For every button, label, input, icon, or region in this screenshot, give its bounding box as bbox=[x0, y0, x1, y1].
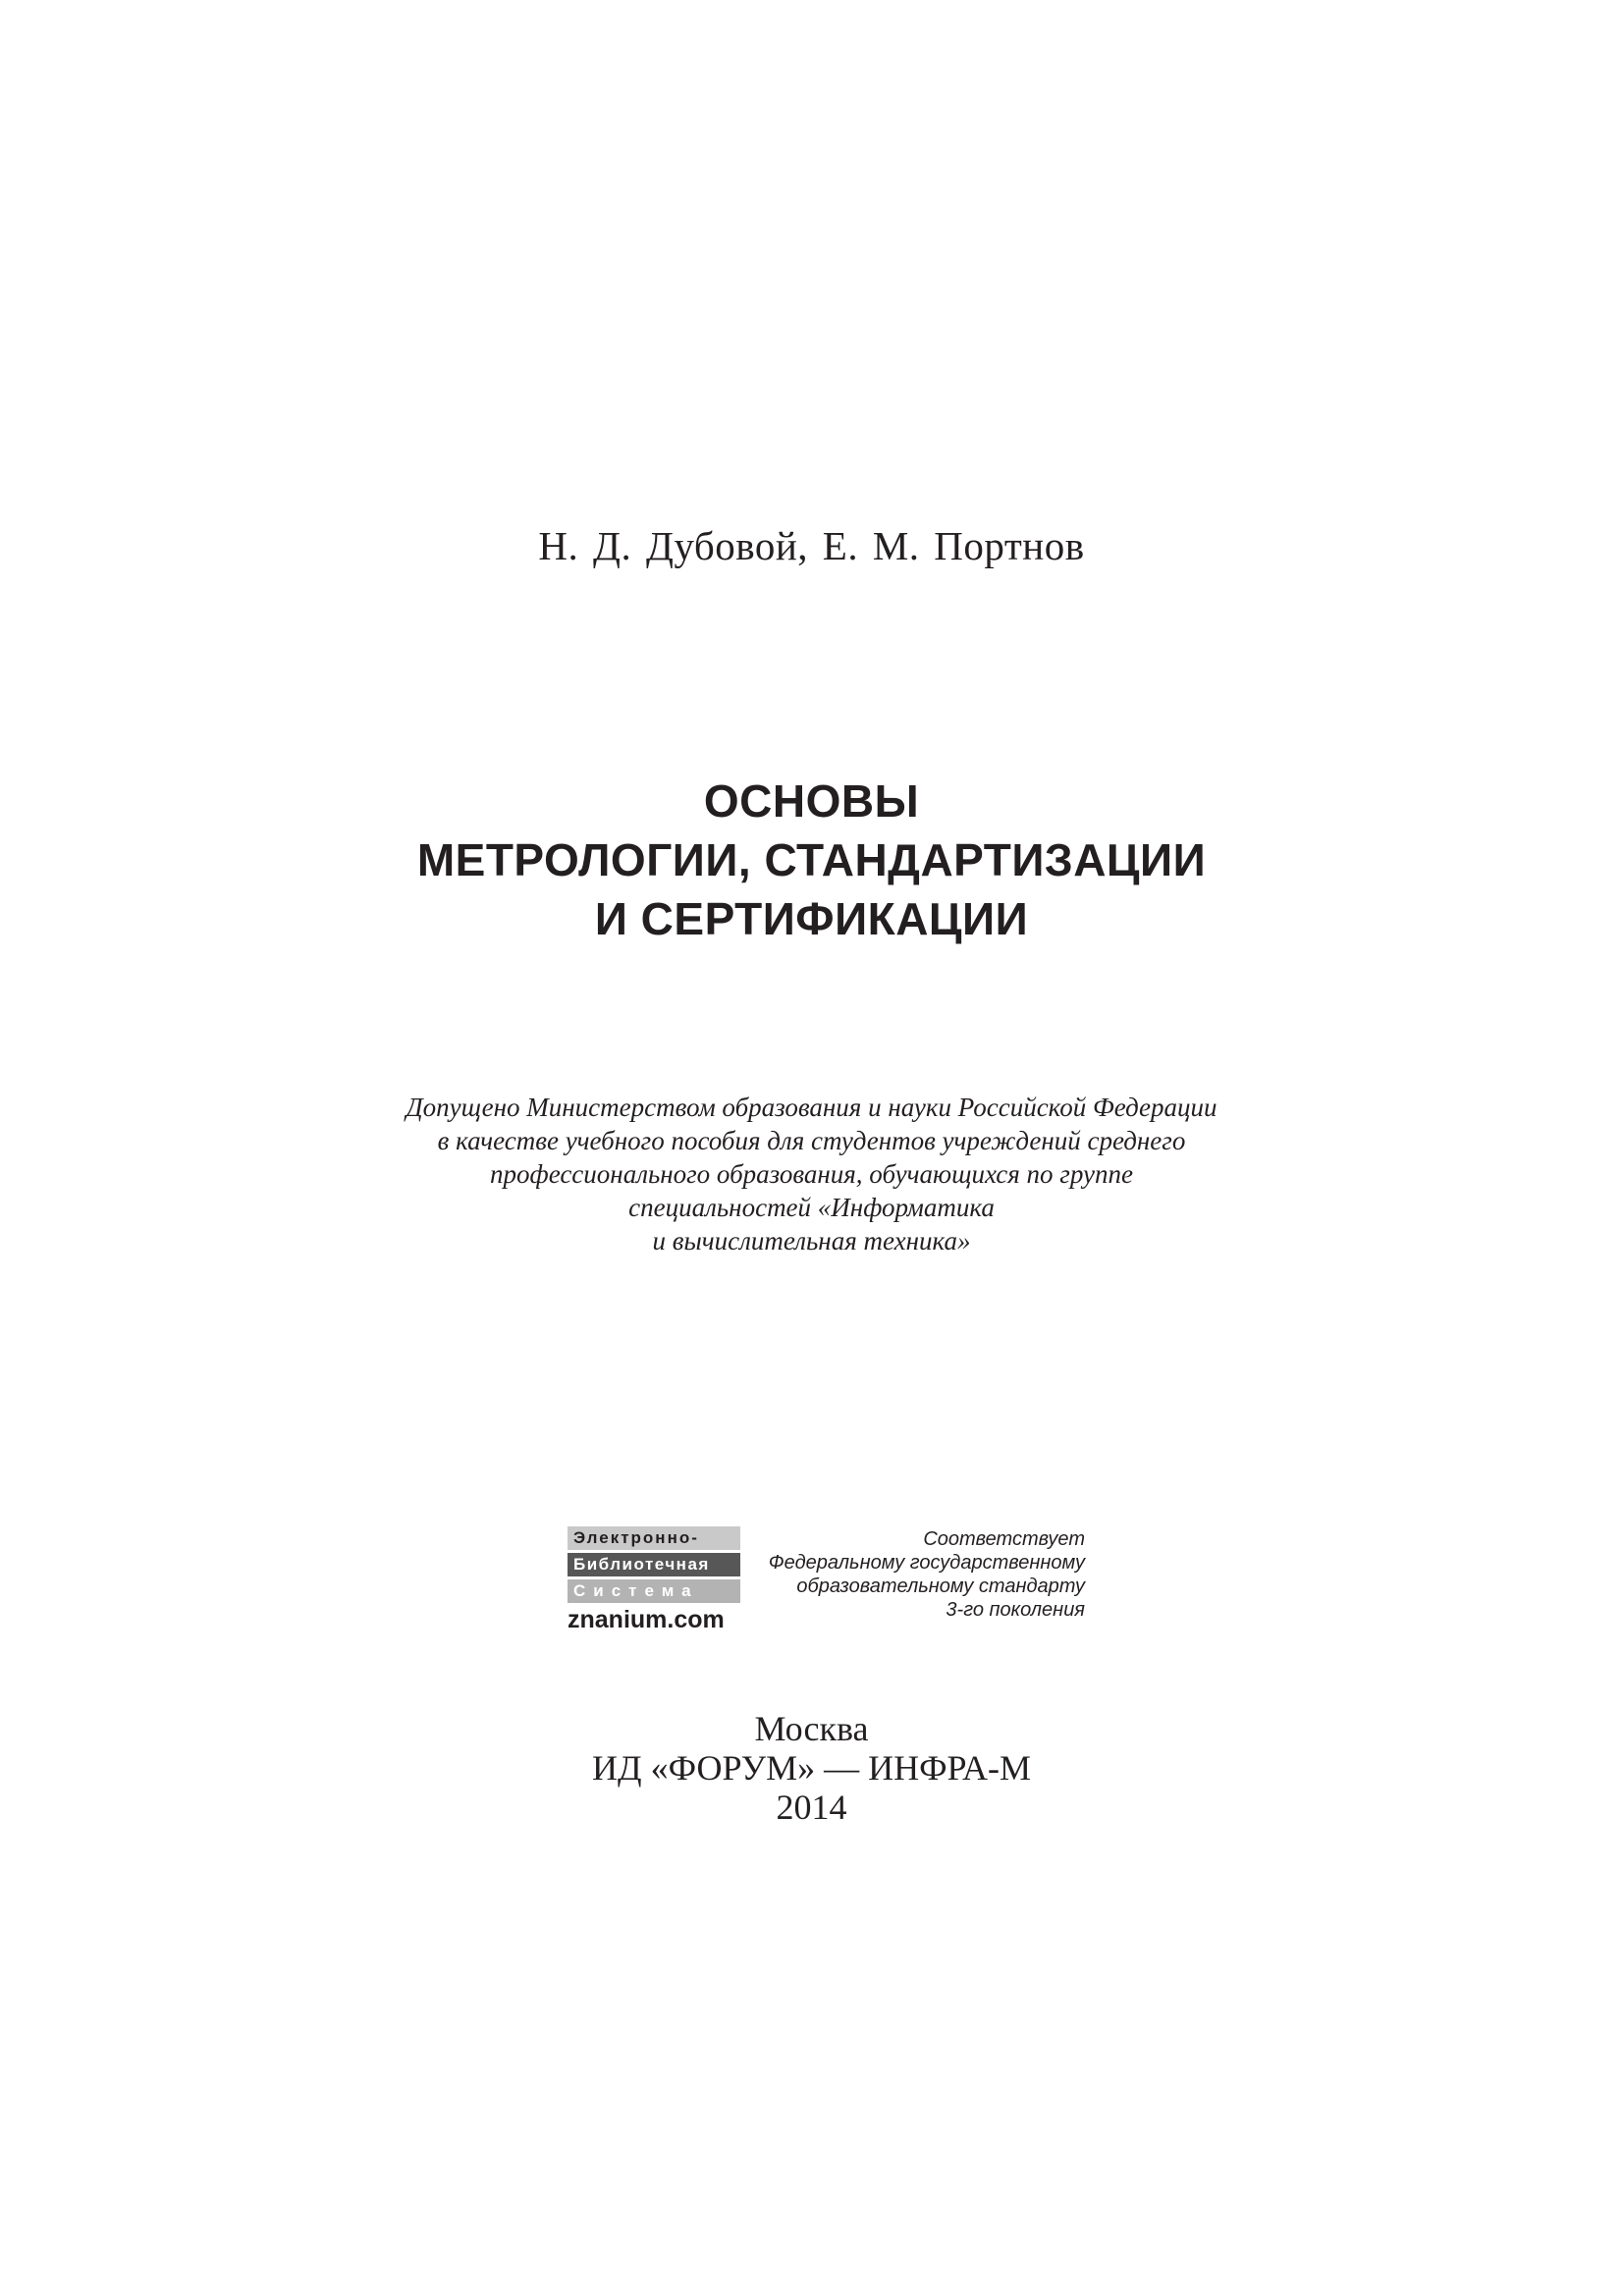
imprint-year: 2014 bbox=[776, 1788, 847, 1827]
standard-line: Соответствует bbox=[923, 1528, 1085, 1550]
logo-site: znanium.com bbox=[568, 1606, 725, 1633]
standard-line: 3-го поколения bbox=[946, 1599, 1085, 1621]
imprint-publisher: ИД «ФОРУМ» — ИНФРА-М bbox=[592, 1748, 1031, 1788]
book-title-line: МЕТРОЛОГИИ, СТАНДАРТИЗАЦИИ bbox=[416, 834, 1207, 885]
approval-line: профессионального образования, обучающихся по группе bbox=[490, 1159, 1133, 1189]
standard-line: Федеральному государственному bbox=[768, 1552, 1085, 1574]
standard-line: образовательному стандарту bbox=[796, 1575, 1085, 1597]
approval-line: специальностей «Информатика bbox=[628, 1193, 995, 1222]
book-title-line: ОСНОВЫ bbox=[703, 775, 920, 827]
book-title bbox=[0, 772, 1623, 948]
znanium-logo bbox=[568, 1526, 740, 1633]
approval-line: в качестве учебного пособия для студентов учреждений среднего bbox=[437, 1126, 1186, 1155]
imprint-city: Москва bbox=[754, 1709, 869, 1748]
approval-line: Допущено Министерством образования и науки Российской Федерации bbox=[406, 1093, 1217, 1122]
logo-row-system: Система bbox=[568, 1579, 740, 1603]
book-title-line: И СЕРТИФИКАЦИИ bbox=[594, 893, 1029, 944]
logo-row-electronic: Электронно- bbox=[568, 1526, 740, 1550]
logo-row-library: Библиотечная bbox=[568, 1553, 740, 1576]
approval-notice bbox=[0, 1091, 1623, 1257]
standard-compliance-note bbox=[769, 1527, 1085, 1622]
authors: Н. Д. Дубовой, Е. М. Портнов bbox=[538, 523, 1085, 568]
approval-line: и вычислительная техника» bbox=[652, 1226, 971, 1255]
imprint bbox=[0, 1709, 1623, 1827]
